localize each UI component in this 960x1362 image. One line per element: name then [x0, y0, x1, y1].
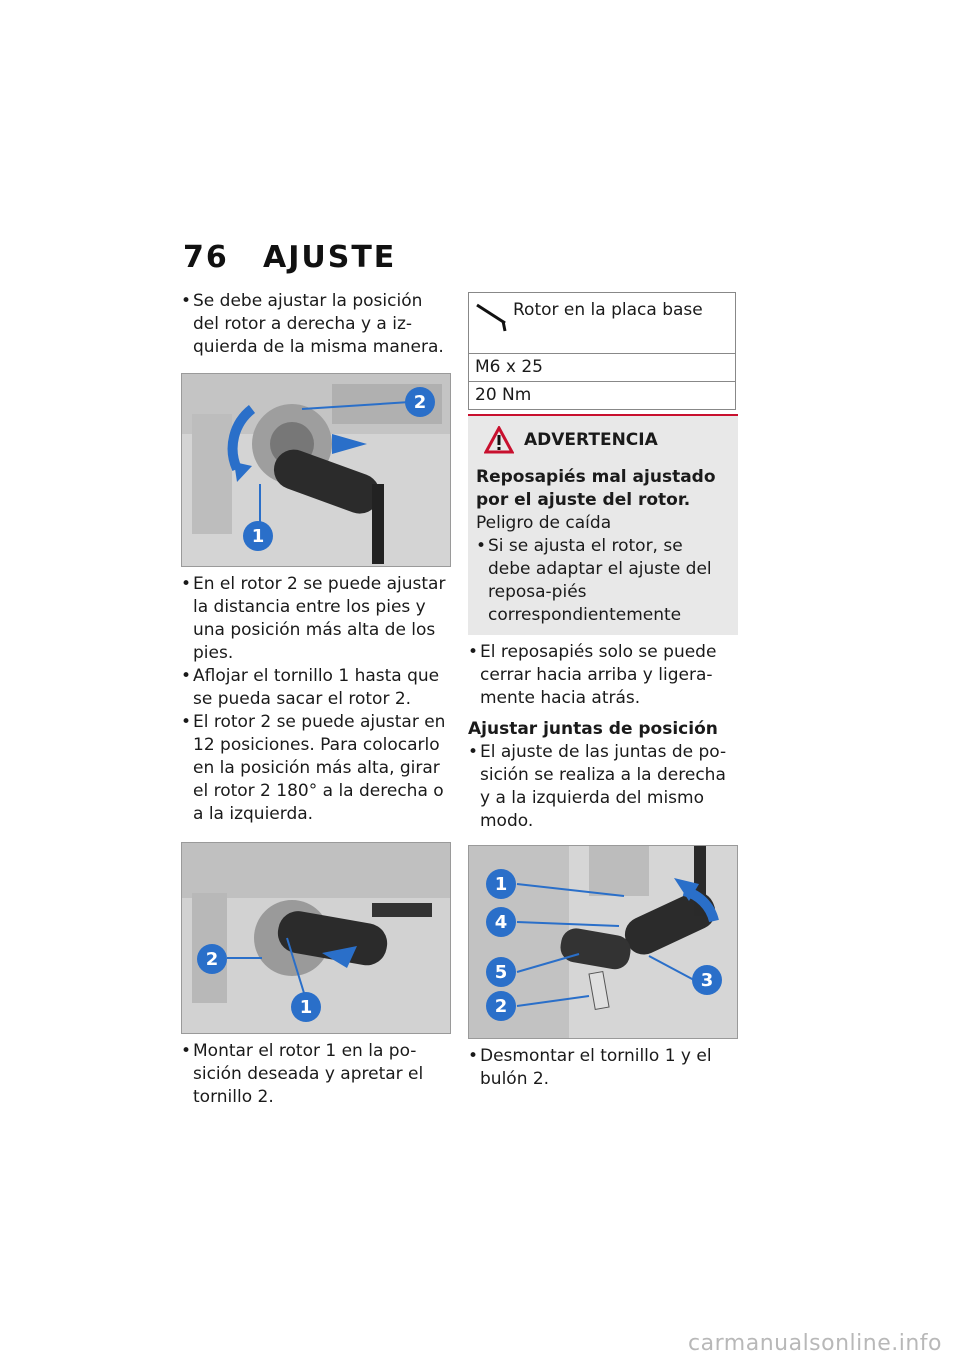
paragraph-mount-rotor: • Montar el rotor 1 en la po-sición deseada y apretar el tornillo 2. [181, 1040, 453, 1109]
callout-2: 2 [205, 949, 219, 970]
spec-header-row [469, 293, 736, 354]
paragraph-joints-adjust: • El ajuste de las juntas de po-sición se realiza a la derecha y a la izquierda del mismo modo. [468, 741, 738, 833]
spec-torque-row [469, 382, 736, 410]
callout-1: 1 [251, 526, 265, 547]
right-column [468, 292, 738, 1091]
spec-label: Rotor en la placa base [513, 300, 703, 320]
rotor-illustration [182, 374, 450, 566]
watermark-text: carmanualsonline.info [688, 1331, 942, 1356]
callout-2: 2 [413, 392, 427, 413]
figure-rotor-mount [181, 842, 451, 1034]
paragraph-remove-screw: • Desmontar el tornillo 1 y el bulón 2. [468, 1045, 738, 1091]
warning-headline: Reposapiés mal ajustado por el ajuste del rotor. [476, 467, 716, 510]
warning-danger: Peligro de caída [476, 513, 612, 533]
warning-title-row [476, 426, 730, 454]
rotor-mount-illustration [182, 843, 450, 1033]
callout-4: 4 [494, 912, 508, 933]
spec-label-cell [469, 293, 736, 354]
warning-triangle-icon [484, 426, 514, 454]
figure-joints-disassembly [468, 845, 738, 1039]
paragraph-rotor-positions: • El rotor 2 se puede ajustar en 12 posiciones. Para colocarlo en la posición más alta, girar el rotor 2 180° a la derecha o a la izquierda. [181, 711, 453, 826]
subheading-position-joints: Ajustar juntas de posición [468, 719, 718, 739]
warning-item: • Si se ajusta el rotor, se debe adaptar el ajuste del reposa-piés correspondientemente [476, 535, 730, 627]
joints-illustration [469, 846, 737, 1038]
spec-size-row [469, 354, 736, 382]
page-title: AJUSTE [263, 240, 397, 275]
spec-torque: 20 Nm [469, 382, 736, 410]
warning-title: ADVERTENCIA [524, 429, 658, 450]
paragraph-fold-direction: • El reposapiés solo se puede cerrar hacia arriba y ligera-mente hacia atrás. [468, 641, 738, 710]
page-header [183, 240, 396, 275]
callout-1: 1 [299, 997, 313, 1018]
paragraph-loosen-screw: • Aflojar el tornillo 1 hasta que se pueda sacar el rotor 2. [181, 665, 453, 711]
warning-box [468, 414, 738, 635]
spec-size: M6 x 25 [469, 354, 736, 382]
left-column [181, 290, 453, 1109]
paragraph-rotor-distance: • En el rotor 2 se puede ajustar la distancia entre los pies y una posición más alta de los pies. [181, 573, 453, 665]
callout-5: 5 [494, 962, 508, 983]
callout-1: 1 [494, 874, 508, 895]
figure-rotor-adjust [181, 373, 451, 567]
paragraph-rotor-symmetry: • Se debe ajustar la posición del rotor a derecha y a iz-quierda de la misma manera. [181, 290, 453, 359]
callout-2: 2 [494, 996, 508, 1017]
torque-wrench-icon [475, 301, 511, 333]
callout-3: 3 [700, 970, 714, 991]
torque-spec-table [468, 292, 736, 410]
page-number: 76 [183, 240, 229, 275]
